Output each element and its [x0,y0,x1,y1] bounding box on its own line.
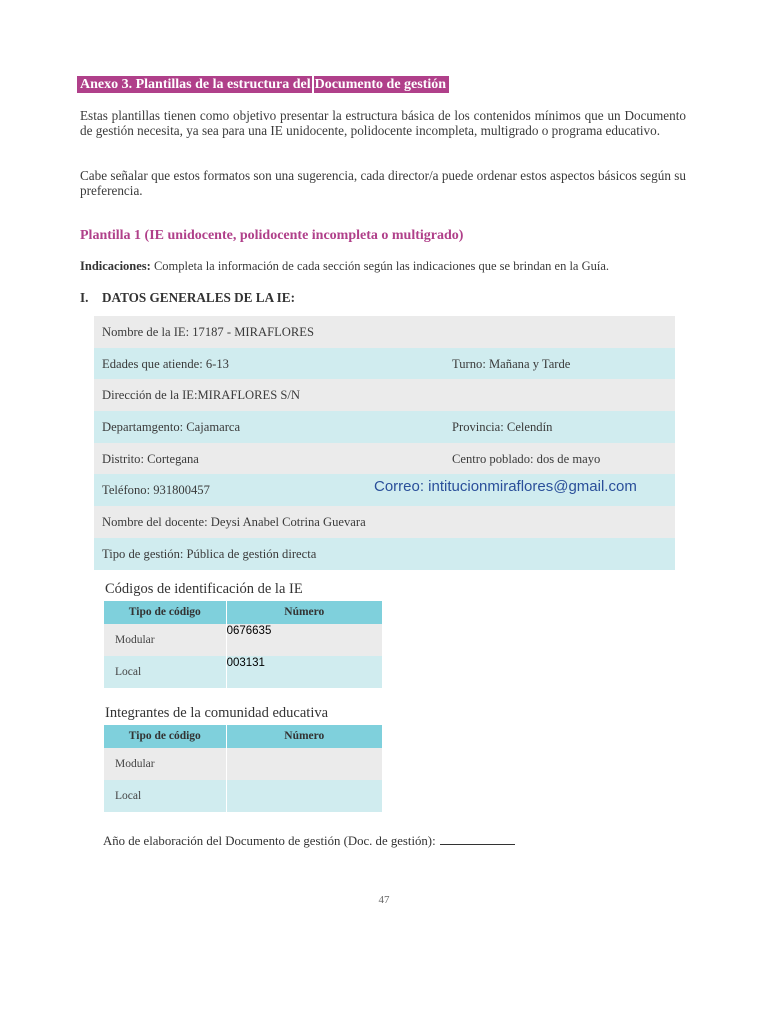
codigo-tipo: Modular [115,634,155,646]
codigo-numero-cell [226,656,382,688]
section-number: I. [80,290,89,305]
heading-separator [312,76,314,93]
integrantes-col-numero: Número [226,725,382,748]
annex-heading [77,76,449,93]
codigos-header [104,601,382,624]
integrantes-col-tipo: Tipo de código [128,730,201,742]
codigo-numero-cell [226,624,382,656]
datos-generales-table [94,316,675,570]
telefono-field: Teléfono: 931800457 [102,483,210,498]
intro-paragraph-2: Cabe señalar que estos formatos son una sugerencia, cada director/a puede ordenar estos aspectos básicos según su preferencia. [80,168,686,198]
nombre-ie-field: Nombre de la IE: 17187 - MIRAFLORES [102,325,314,339]
codigos-col-numero: Número [226,601,382,624]
codigos-table [104,601,382,688]
integrantes-table [104,725,382,812]
section-heading [80,290,295,306]
turno-field: Turno: Mañana y Tarde [452,356,571,371]
indicaciones-label: Indicaciones: [80,259,151,273]
anio-label: Año de elaboración del Documento de gestión (Doc. de gestión): [103,834,436,848]
integrante-numero-cell [226,748,382,780]
codigo-numero: 003131 [226,657,265,669]
row-docente [94,506,675,538]
indicaciones [80,259,609,274]
integrantes-title: Integrantes de la comunidad educativa [105,705,329,721]
row-telefono [94,474,675,506]
edades-field: Edades que atiende: 6-13 [102,356,229,371]
row-nombre-ie [94,316,675,348]
annex-heading-part2: Documento de gestión [314,77,447,92]
indicaciones-text: Completa la información de cada sección según las indicaciones que se brindan en la Guía. [150,259,610,273]
departamento-field: Departamgento: Cajamarca [102,420,241,435]
plantilla-title: Plantilla 1 (IE unidocente, polidocente incompleta o multigrado) [80,228,464,243]
row-departamento [94,411,675,443]
page-number: 47 [378,894,390,906]
distrito-field: Distrito: Cortegana [102,451,199,466]
provincia-field: Provincia: Celendín [452,420,553,435]
integrante-numero-cell [226,780,382,812]
anio-elaboracion [103,833,515,849]
intro-paragraph-1: Estas plantillas tienen como objetivo presentar la estructura básica de los contenidos mínimos que un Documento de gestión necesita, ya sea para una IE unidocente, polidocente incompleta, multigrado o programa educativo. [80,108,686,138]
codigos-title: Códigos de identificación de la IE [105,581,303,597]
codigo-tipo: Local [115,666,142,678]
codigo-numero: 0676635 [226,625,272,637]
correo-field: Correo: intitucionmiraflores@gmail.com [374,478,637,496]
table-row [104,780,382,812]
annex-heading-part1: Anexo 3. Plantillas de la estructura del [80,77,311,92]
centro-poblado-field: Centro poblado: dos de mayo [452,451,601,466]
section-title: DATOS GENERALES DE LA IE: [102,290,295,305]
integrante-tipo: Local [115,790,142,802]
row-distrito [94,443,675,475]
row-edades [94,348,675,380]
integrantes-header [104,725,382,748]
direccion-field: Dirección de la IE:MIRAFLORES S/N [102,388,300,403]
table-row [104,656,382,688]
anio-blank-line [440,833,515,845]
docente-field: Nombre del docente: Deysi Anabel Cotrina Guevara [102,515,366,530]
tipo-gestion-field: Tipo de gestión: Pública de gestión directa [102,546,317,561]
table-row [104,624,382,656]
row-direccion [94,379,675,411]
codigos-col-tipo: Tipo de código [128,606,201,618]
table-row [104,748,382,780]
row-tipo-gestion [94,538,675,570]
integrante-tipo: Modular [115,758,155,770]
